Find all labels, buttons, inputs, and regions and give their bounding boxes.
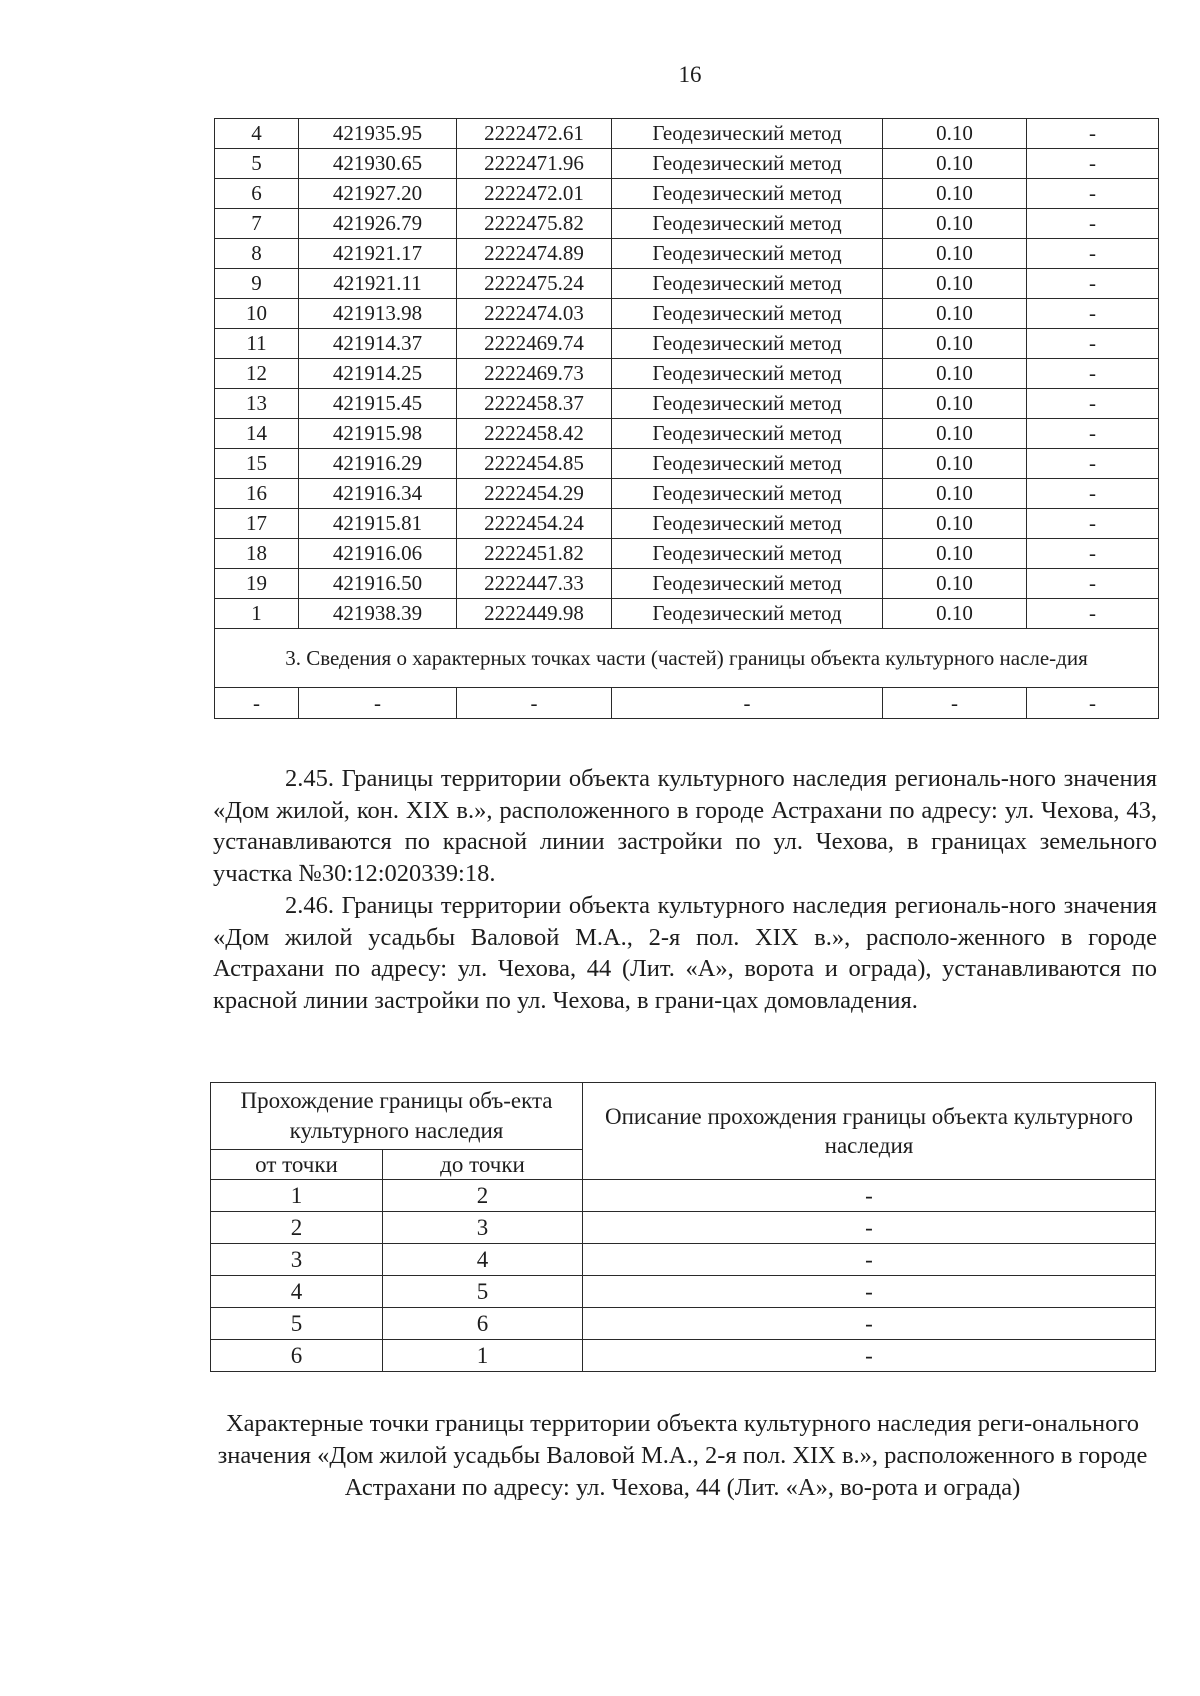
header-description: Описание прохождения границы объекта культурного наследия — [583, 1083, 1156, 1180]
header-from-point: от точки — [211, 1150, 383, 1180]
x-coordinate-cell: 421916.29 — [299, 449, 457, 479]
to-point-cell: 2 — [383, 1180, 583, 1212]
x-coordinate-cell: 421921.17 — [299, 239, 457, 269]
note-cell: - — [1027, 479, 1159, 509]
coordinate-row — [215, 509, 1159, 539]
accuracy-cell: 0.10 — [883, 599, 1027, 629]
points-caption: Характерные точки границы территории объекта культурного наследия реги-онального значения «Дом жилой усадьбы Валовой М.А., 2-я пол. XIX в.», расположенного в городе Астрахани по адресу: ул. Чехова, 44 (Лит. «А», во-рота и ограда) — [217, 1410, 1148, 1501]
point-number-cell: 14 — [215, 419, 299, 449]
y-coordinate-cell: 2222469.73 — [457, 359, 612, 389]
x-coordinate-cell: 421927.20 — [299, 179, 457, 209]
point-number-cell: 16 — [215, 479, 299, 509]
from-point-cell: 4 — [211, 1276, 383, 1308]
coordinate-row — [215, 479, 1159, 509]
coordinate-row — [215, 149, 1159, 179]
method-cell: Геодезический метод — [612, 209, 883, 239]
method-cell: Геодезический метод — [612, 239, 883, 269]
note-cell: - — [1027, 539, 1159, 569]
from-point-cell: 1 — [211, 1180, 383, 1212]
empty-cell: - — [1027, 688, 1159, 719]
accuracy-cell: 0.10 — [883, 539, 1027, 569]
coordinate-row — [215, 329, 1159, 359]
y-coordinate-cell: 2222475.24 — [457, 269, 612, 299]
accuracy-cell: 0.10 — [883, 389, 1027, 419]
section-3-title: 3. Сведения о характерных точках части (частей) границы объекта культурного насле-дия — [215, 629, 1159, 688]
x-coordinate-cell: 421915.81 — [299, 509, 457, 539]
boundary-route-table — [210, 1082, 1156, 1372]
point-number-cell: 18 — [215, 539, 299, 569]
method-cell: Геодезический метод — [612, 359, 883, 389]
x-coordinate-cell: 421938.39 — [299, 599, 457, 629]
coordinate-row — [215, 599, 1159, 629]
to-point-cell: 3 — [383, 1212, 583, 1244]
to-point-cell: 5 — [383, 1276, 583, 1308]
accuracy-cell: 0.10 — [883, 149, 1027, 179]
description-cell: - — [583, 1276, 1156, 1308]
x-coordinate-cell: 421916.50 — [299, 569, 457, 599]
coordinate-row — [215, 569, 1159, 599]
description-cell: - — [583, 1340, 1156, 1372]
note-cell: - — [1027, 209, 1159, 239]
accuracy-cell: 0.10 — [883, 179, 1027, 209]
y-coordinate-cell: 2222451.82 — [457, 539, 612, 569]
coordinates-table-body — [215, 119, 1159, 629]
method-cell: Геодезический метод — [612, 449, 883, 479]
note-cell: - — [1027, 419, 1159, 449]
y-coordinate-cell: 2222472.01 — [457, 179, 612, 209]
x-coordinate-cell: 421915.98 — [299, 419, 457, 449]
method-cell: Геодезический метод — [612, 479, 883, 509]
accuracy-cell: 0.10 — [883, 569, 1027, 599]
point-number-cell: 5 — [215, 149, 299, 179]
note-cell: - — [1027, 119, 1159, 149]
coordinate-row — [215, 389, 1159, 419]
point-number-cell: 1 — [215, 599, 299, 629]
method-cell: Геодезический метод — [612, 149, 883, 179]
description-cell: - — [583, 1308, 1156, 1340]
coordinate-row — [215, 539, 1159, 569]
accuracy-cell: 0.10 — [883, 209, 1027, 239]
method-cell: Геодезический метод — [612, 119, 883, 149]
y-coordinate-cell: 2222447.33 — [457, 569, 612, 599]
accuracy-cell: 0.10 — [883, 419, 1027, 449]
y-coordinate-cell: 2222469.74 — [457, 329, 612, 359]
accuracy-cell: 0.10 — [883, 509, 1027, 539]
description-cell: - — [583, 1212, 1156, 1244]
method-cell: Геодезический метод — [612, 269, 883, 299]
page-number: 16 — [678, 62, 702, 87]
y-coordinate-cell: 2222454.24 — [457, 509, 612, 539]
note-cell: - — [1027, 149, 1159, 179]
method-cell: Геодезический метод — [612, 569, 883, 599]
point-number-cell: 4 — [215, 119, 299, 149]
accuracy-cell: 0.10 — [883, 239, 1027, 269]
note-cell: - — [1027, 239, 1159, 269]
x-coordinate-cell: 421930.65 — [299, 149, 457, 179]
coordinate-row — [215, 179, 1159, 209]
section-3-row — [215, 629, 1159, 688]
y-coordinate-cell: 2222474.89 — [457, 239, 612, 269]
point-number-cell: 6 — [215, 179, 299, 209]
point-number-cell: 8 — [215, 239, 299, 269]
accuracy-cell: 0.10 — [883, 479, 1027, 509]
from-point-cell: 2 — [211, 1212, 383, 1244]
coordinate-row — [215, 239, 1159, 269]
point-number-cell: 15 — [215, 449, 299, 479]
method-cell: Геодезический метод — [612, 179, 883, 209]
method-cell: Геодезический метод — [612, 389, 883, 419]
description-cell: - — [583, 1244, 1156, 1276]
point-number-cell: 19 — [215, 569, 299, 599]
y-coordinate-cell: 2222458.37 — [457, 389, 612, 419]
y-coordinate-cell: 2222474.03 — [457, 299, 612, 329]
accuracy-cell: 0.10 — [883, 299, 1027, 329]
route-row — [211, 1180, 1156, 1212]
empty-cell: - — [883, 688, 1027, 719]
note-cell: - — [1027, 449, 1159, 479]
x-coordinate-cell: 421915.45 — [299, 389, 457, 419]
empty-cell: - — [457, 688, 612, 719]
route-row — [211, 1244, 1156, 1276]
point-number-cell: 9 — [215, 269, 299, 299]
point-number-cell: 12 — [215, 359, 299, 389]
empty-row — [215, 688, 1159, 719]
y-coordinate-cell: 2222449.98 — [457, 599, 612, 629]
y-coordinate-cell: 2222458.42 — [457, 419, 612, 449]
x-coordinate-cell: 421935.95 — [299, 119, 457, 149]
coordinate-row — [215, 359, 1159, 389]
note-cell: - — [1027, 299, 1159, 329]
route-header-row — [211, 1083, 1156, 1150]
route-row — [211, 1276, 1156, 1308]
note-cell: - — [1027, 389, 1159, 419]
empty-cell: - — [612, 688, 883, 719]
x-coordinate-cell: 421913.98 — [299, 299, 457, 329]
method-cell: Геодезический метод — [612, 599, 883, 629]
method-cell: Геодезический метод — [612, 539, 883, 569]
note-cell: - — [1027, 509, 1159, 539]
coordinate-row — [215, 449, 1159, 479]
coordinate-row — [215, 269, 1159, 299]
x-coordinate-cell: 421916.34 — [299, 479, 457, 509]
to-point-cell: 4 — [383, 1244, 583, 1276]
accuracy-cell: 0.10 — [883, 449, 1027, 479]
note-cell: - — [1027, 359, 1159, 389]
coordinate-row — [215, 299, 1159, 329]
note-cell: - — [1027, 179, 1159, 209]
coordinate-row — [215, 419, 1159, 449]
accuracy-cell: 0.10 — [883, 359, 1027, 389]
empty-cell: - — [299, 688, 457, 719]
y-coordinate-cell: 2222454.29 — [457, 479, 612, 509]
route-row — [211, 1308, 1156, 1340]
point-number-cell: 7 — [215, 209, 299, 239]
empty-cell: - — [215, 688, 299, 719]
point-number-cell: 10 — [215, 299, 299, 329]
y-coordinate-cell: 2222472.61 — [457, 119, 612, 149]
y-coordinate-cell: 2222454.85 — [457, 449, 612, 479]
accuracy-cell: 0.10 — [883, 329, 1027, 359]
coordinate-row — [215, 119, 1159, 149]
note-cell: - — [1027, 569, 1159, 599]
x-coordinate-cell: 421914.25 — [299, 359, 457, 389]
paragraph-2-45: 2.45. Границы территории объекта культурного наследия региональ-ного значения «Дом жилой, кон. XIX в.», расположенного в городе Астрахани по адресу: ул. Чехова, 43, устанавливаются по красной линии застройки по ул. Чехова, в границах земельного участка №30:12:020339:18. — [213, 765, 1157, 887]
header-to-point: до точки — [383, 1150, 583, 1180]
x-coordinate-cell: 421916.06 — [299, 539, 457, 569]
paragraph-2-46: 2.46. Границы территории объекта культурного наследия региональ-ного значения «Дом жилой усадьбы Валовой М.А., 2-я пол. XIX в.», располо-женного в городе Астрахани по адресу: ул. Чехова, 44 (Лит. «А», ворота и ограда), устанавливаются по красной линии застройки по ул. Чехова, в грани-цах домовладения. — [213, 892, 1157, 1014]
to-point-cell: 6 — [383, 1308, 583, 1340]
x-coordinate-cell: 421926.79 — [299, 209, 457, 239]
from-point-cell: 5 — [211, 1308, 383, 1340]
y-coordinate-cell: 2222475.82 — [457, 209, 612, 239]
from-point-cell: 3 — [211, 1244, 383, 1276]
accuracy-cell: 0.10 — [883, 269, 1027, 299]
x-coordinate-cell: 421921.11 — [299, 269, 457, 299]
header-boundary-passage: Прохождение границы объ-екта культурного наследия — [211, 1083, 583, 1150]
method-cell: Геодезический метод — [612, 329, 883, 359]
y-coordinate-cell: 2222471.96 — [457, 149, 612, 179]
to-point-cell: 1 — [383, 1340, 583, 1372]
route-row — [211, 1340, 1156, 1372]
point-number-cell: 11 — [215, 329, 299, 359]
note-cell: - — [1027, 269, 1159, 299]
method-cell: Геодезический метод — [612, 419, 883, 449]
description-cell: - — [583, 1180, 1156, 1212]
from-point-cell: 6 — [211, 1340, 383, 1372]
method-cell: Геодезический метод — [612, 299, 883, 329]
coordinates-table — [214, 118, 1159, 719]
point-number-cell: 17 — [215, 509, 299, 539]
coordinate-row — [215, 209, 1159, 239]
note-cell: - — [1027, 329, 1159, 359]
route-table-body — [211, 1180, 1156, 1372]
note-cell: - — [1027, 599, 1159, 629]
method-cell: Геодезический метод — [612, 509, 883, 539]
route-row — [211, 1212, 1156, 1244]
point-number-cell: 13 — [215, 389, 299, 419]
accuracy-cell: 0.10 — [883, 119, 1027, 149]
x-coordinate-cell: 421914.37 — [299, 329, 457, 359]
